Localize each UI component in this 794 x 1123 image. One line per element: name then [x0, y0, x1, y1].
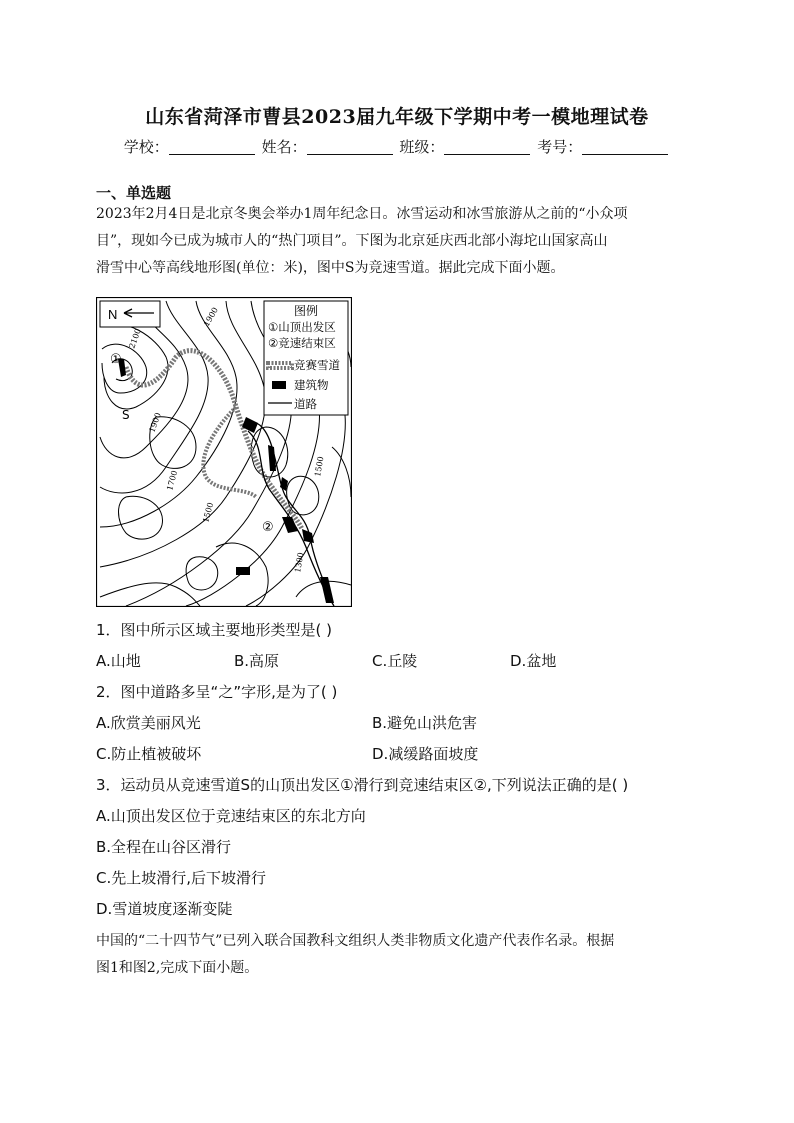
- north-arrow: [100, 301, 160, 327]
- outro-line: 图1和图2,完成下面小题。: [96, 960, 259, 976]
- q2-option-a[interactable]: A.欣赏美丽风光: [96, 714, 201, 732]
- legend-start: ①山顶出发区: [268, 320, 336, 334]
- contour-label: 1900: [147, 411, 163, 434]
- intro-line: 2023年2月4日是北京冬奥会举办1周年纪念日。冰雪运动和冰雪旅游从之前的“小众项: [96, 206, 628, 222]
- question-1: 1．图中所示区域主要地形类型是( ): [96, 621, 333, 639]
- q3-option-c[interactable]: C.先上坡滑行,后下坡滑行: [96, 869, 267, 887]
- q3-option-b[interactable]: B.全程在山谷区滑行: [96, 838, 232, 856]
- legend-track: 竞赛雪道: [294, 358, 340, 372]
- q2-option-b[interactable]: B.避免山洪危害: [372, 714, 478, 732]
- contour-label: 2100: [127, 327, 143, 350]
- name-label: 姓名：: [261, 138, 307, 156]
- q1-option-a[interactable]: A.山地: [96, 652, 141, 670]
- end-marker: ②: [262, 520, 274, 535]
- intro-paragraph: [96, 201, 700, 282]
- outro-paragraph: [96, 928, 700, 982]
- building-symbol: [272, 381, 286, 389]
- school-blank[interactable]: [169, 140, 255, 155]
- q1-option-c[interactable]: C.丘陵: [372, 652, 418, 670]
- building: [236, 567, 250, 575]
- intro-line: 目”，现如今已成为城市人的“热门项目”。下图为北京延庆西北部小海坨山国家高山: [96, 233, 608, 249]
- class-label: 班级：: [399, 138, 445, 156]
- student-info-line: [0, 136, 794, 157]
- number-blank[interactable]: [582, 140, 668, 155]
- question-3: 3．运动员从竞速雪道S的山顶出发区①滑行到竞速结束区②,下列说法正确的是( ): [96, 776, 629, 794]
- q2-option-c[interactable]: C.防止植被破坏: [96, 745, 202, 763]
- q1-option-b[interactable]: B.高原: [234, 652, 280, 670]
- school-label: 学校：: [123, 138, 169, 156]
- start-marker: ①: [110, 352, 122, 367]
- name-blank[interactable]: [307, 140, 393, 155]
- contour-label: 1900: [201, 305, 220, 328]
- section-heading: 一、单选题: [96, 184, 172, 202]
- outro-line: 中国的“二十四节气”已列入联合国教科文组织人类非物质文化遗产代表作名录。根据: [96, 933, 615, 949]
- q1-option-d[interactable]: D.盆地: [510, 652, 557, 670]
- legend-title: 图例: [293, 304, 319, 318]
- legend-road: 道路: [294, 397, 317, 411]
- q3-option-a[interactable]: A.山顶出发区位于竞速结束区的东北方向: [96, 807, 366, 825]
- class-blank[interactable]: [444, 140, 530, 155]
- contour-label: 1700: [165, 469, 180, 492]
- q2-option-d[interactable]: D.减缓路面坡度: [372, 745, 479, 763]
- north-label: N: [108, 307, 118, 322]
- contour-map: [96, 297, 352, 607]
- contour-label: 1300: [293, 551, 306, 574]
- intro-line: 滑雪中心等高线地形图(单位：米)，图中S为竞速雪道。据此完成下面小题。: [96, 260, 565, 276]
- question-2: 2．图中道路多呈“之”字形,是为了( ): [96, 683, 338, 701]
- map-legend: [264, 301, 348, 415]
- contour-label: 1500: [313, 455, 326, 478]
- legend-end: ②竞速结束区: [268, 336, 336, 350]
- exam-title: 山东省菏泽市曹县2023届九年级下学期中考一模地理试卷: [145, 106, 649, 128]
- q3-option-d[interactable]: D.雪道坡度逐渐变陡: [96, 900, 233, 918]
- contour-label: 1500: [201, 501, 216, 524]
- number-label: 考号：: [537, 138, 583, 156]
- legend-building: 建筑物: [294, 378, 329, 392]
- track-s-marker: S: [122, 408, 130, 422]
